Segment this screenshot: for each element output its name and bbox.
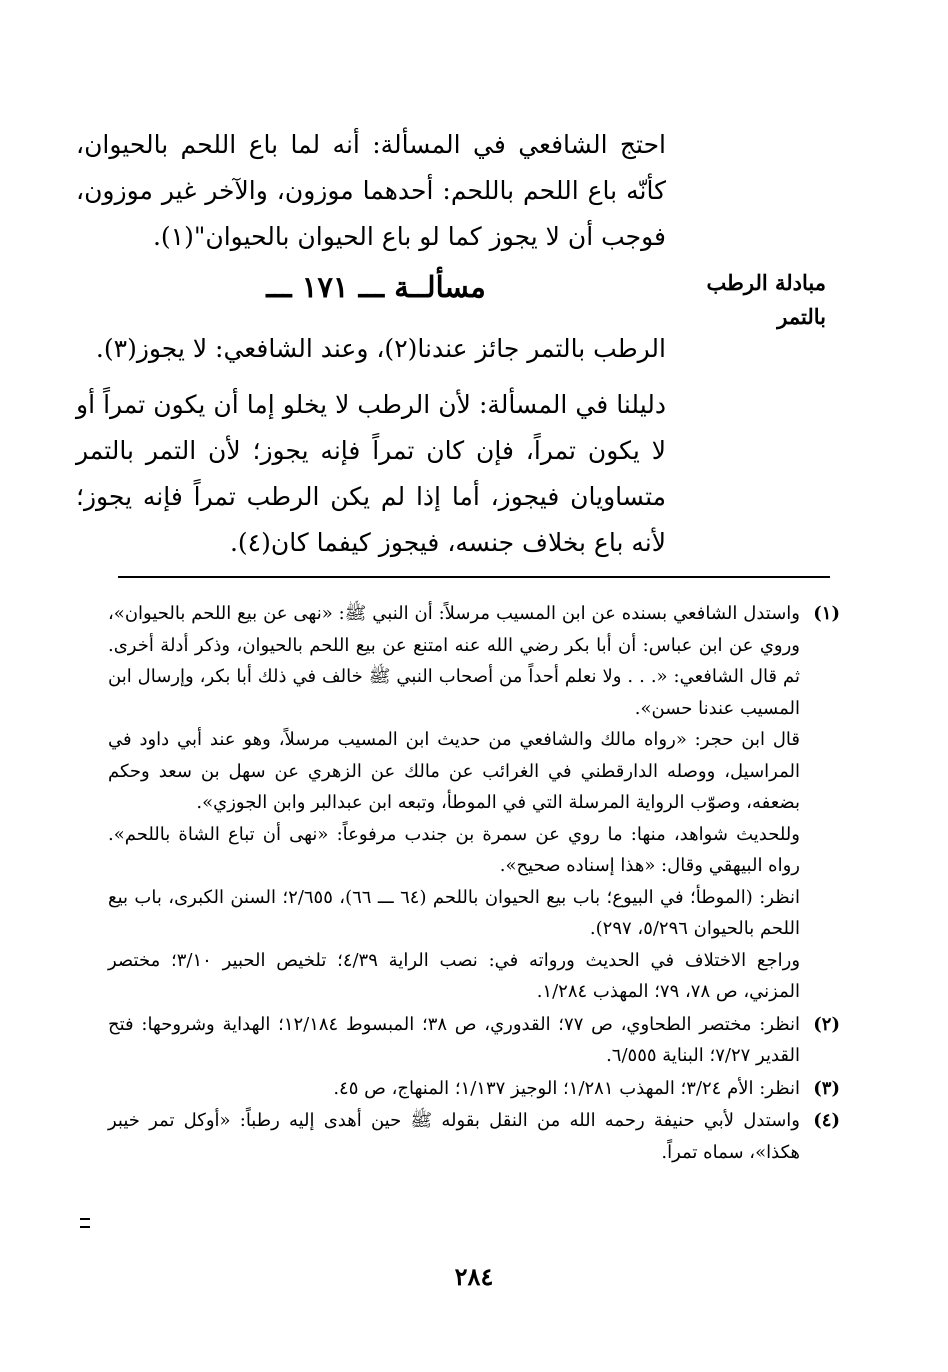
footnote-paragraph: وللحديث شواهد، منها: ما روي عن سمرة بن جندب مرفوعاً: «نهى أن تباع الشاة باللحم». رواه البيهقي وقال: «هذا إسناده صحيح». <box>108 823 800 876</box>
body-paragraph-argument-shafii: احتج الشافعي في المسألة: أنه لما باع اللحم بالحيوان، كأنّه باع اللحم باللحم: أحدهما موزون، والآخر غير موزون، فوجب أن لا يجوز كما لو باع الحيوان بالحيوان"(١). <box>76 130 666 251</box>
margin-note: مبادلة الرطب بالتمر <box>706 270 826 329</box>
footnote-3 <box>108 1073 840 1105</box>
footnote-paragraph: انظر: الأم ٣/٢٤؛ المهذب ١/٢٨١؛ الوجيز ١/١٣٧؛ المنهاج، ص ٤٥. <box>333 1077 800 1099</box>
footnote-4 <box>108 1105 840 1168</box>
footnote-number: (٤) <box>813 1110 840 1131</box>
body-paragraph-evidence: دليلنا في المسألة: لأن الرطب لا يخلو إما أن يكون تمراً أو لا يكون تمراً، فإن كان تمراً فإنه يجوز؛ لأن التمر بالتمر متساويان فيجوز، أما إذا لم يكن الرطب تمراً فإنه يجوز؛ لأنه باع بخلاف جنسه، فيجوز كيفما كان(٤). <box>76 390 666 557</box>
footnote-paragraph: انظر: (الموطأ؛ في البيوع؛ باب بيع الحيوان باللحم (٦٤ ـــ ٦٦)، ٢/٦٥٥؛ السنن الكبرى، باب بيع اللحم بالحيوان ٥/٢٩٦، ٢٩٧). <box>108 886 800 939</box>
issue-heading: مسألــة ـــ ١٧١ ـــ <box>266 270 486 304</box>
footnote-paragraph: واستدل لأبي حنيفة رحمه الله من النقل بقوله ﷺ حين أهدى إليه رطباً: «أوكل تمر خيبر هكذا»، سماه تمراً. <box>108 1110 800 1163</box>
body-paragraph-ruling: الرطب بالتمر جائز عندنا(٢)، وعند الشافعي: لا يجوز(٣). <box>95 334 666 363</box>
footnote-paragraph: وراجع الاختلاف في الحديث ورواته في: نصب الراية ٤/٣٩؛ تلخيص الحبير ٣/١٠؛ مختصر المزني، ص ٧٨، ٧٩؛ المهذب ١/٢٨٤. <box>108 949 801 1002</box>
page-number: ٢٨٤ <box>454 1262 494 1291</box>
footnote-1 <box>108 598 840 1008</box>
footnote-separator-line <box>118 576 830 578</box>
footnote-paragraph: قال ابن حجر: «رواه مالك والشافعي من حديث ابن المسيب مرسلاً، وهو عند أبي داود في المراسيل، ووصله الدارقطني في الغرائب عن مالك عن الزهري عن سهل بن سعد وحكم بضعفه، وصوّب الرواية المرسلة التي في الموطأ، وتبعه ابن عبدالبر وابن الجوزي». <box>108 729 800 813</box>
footnote-number: (١) <box>813 603 840 624</box>
footnote-number: (٣) <box>813 1077 840 1099</box>
footnote-2 <box>108 1009 840 1072</box>
continuation-mark <box>80 1218 90 1228</box>
footnotes-section <box>108 598 840 1169</box>
footnote-paragraph: انظر: مختصر الطحاوي، ص ٧٧؛ القدوري، ص ٣٨؛ المبسوط ١٢/١٨٤؛ الهداية وشروحها: فتح القدير ٧/٢٧؛ البناية ٦/٥٥٥. <box>108 1013 800 1066</box>
footnote-paragraph: واستدل الشافعي بسنده عن ابن المسيب مرسلاً: أن النبي ﷺ: «نهى عن بيع اللحم بالحيوان»، وروي عن ابن عباس: أن أبا بكر رضي الله عنه امتنع عن بيع اللحم بالحيوان، وذكر أدلة أخرى. ثم قال الشافعي: «. . . ولا نعلم أحداً من أصحاب النبي ﷺ خالف في ذلك أبا بكر، وإرسال ابن المسيب عندنا حسن». <box>108 603 800 719</box>
footnote-number: (٢) <box>813 1013 840 1035</box>
